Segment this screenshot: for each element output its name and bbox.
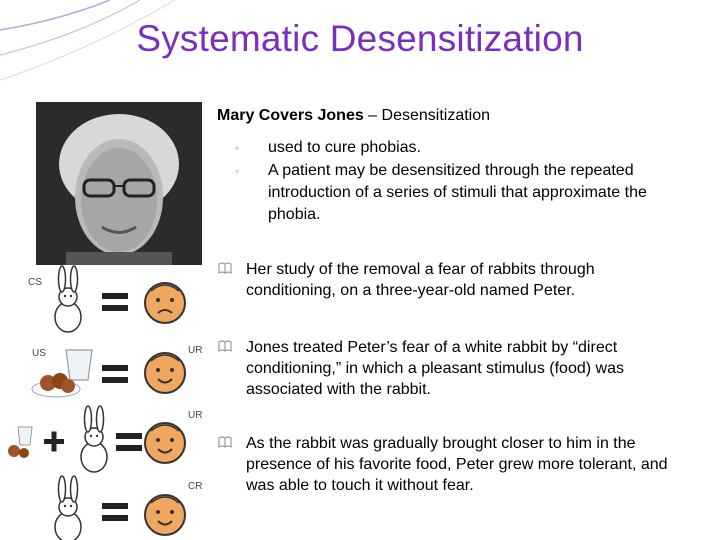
- label-ur-2: UR: [188, 410, 203, 421]
- list-item: [218, 433, 678, 496]
- heading-topic: – Desensitization: [363, 107, 491, 124]
- label-cr: CR: [188, 481, 203, 492]
- book-icon: [218, 436, 232, 448]
- portrait-photo: [36, 102, 202, 265]
- sub-item-text: A patient may be desensitized through the repeated introduction of a series of stimuli that approximate the phobia.: [268, 162, 647, 223]
- happy-face-icon: [145, 495, 185, 535]
- equals-icon: [102, 503, 128, 521]
- happy-face-icon: [145, 353, 185, 393]
- list-item: [218, 337, 678, 400]
- equals-icon: [102, 293, 128, 311]
- label-cs: CS: [28, 277, 42, 288]
- plus-icon: [44, 432, 64, 452]
- fearful-face-icon: [145, 283, 185, 323]
- circle-bullet-icon: ◦: [235, 141, 240, 155]
- label-us: US: [32, 348, 46, 359]
- slide-title: Systematic Desensitization: [136, 18, 584, 59]
- equals-icon: [102, 365, 128, 383]
- section-heading: [217, 107, 490, 125]
- small-food-icon: [8, 427, 32, 458]
- list-item: [218, 259, 658, 301]
- milk-glass-icon: [66, 350, 92, 380]
- bullet-text: Her study of the removal a fear of rabbits through conditioning, on a three-year-old named Peter.: [246, 261, 595, 299]
- rabbit-icon: [55, 266, 81, 332]
- label-ur-1: UR: [188, 345, 203, 356]
- conditioning-diagram: [0, 265, 215, 540]
- sub-item-text: used to cure phobias.: [268, 139, 421, 156]
- rabbit-icon: [55, 476, 81, 540]
- rabbit-icon: [81, 406, 107, 472]
- happy-face-icon: [145, 423, 185, 463]
- sub-item: [235, 137, 700, 159]
- book-icon: [218, 262, 232, 274]
- bullet-text: Jones treated Peter’s fear of a white rabbit by “direct conditioning,” in which a pleasant stimulus (food) was associated with the rabbit.: [246, 339, 624, 398]
- bullet-text: As the rabbit was gradually brought closer to him in the presence of his favorite food, Peter grew more tolerant, and was able to touch it without fear.: [246, 435, 668, 494]
- sub-item: [235, 160, 690, 226]
- book-icon: [218, 340, 232, 352]
- heading-name: Mary Covers Jones: [217, 107, 364, 124]
- equals-icon: [116, 433, 142, 451]
- circle-bullet-icon: ◦: [235, 164, 240, 178]
